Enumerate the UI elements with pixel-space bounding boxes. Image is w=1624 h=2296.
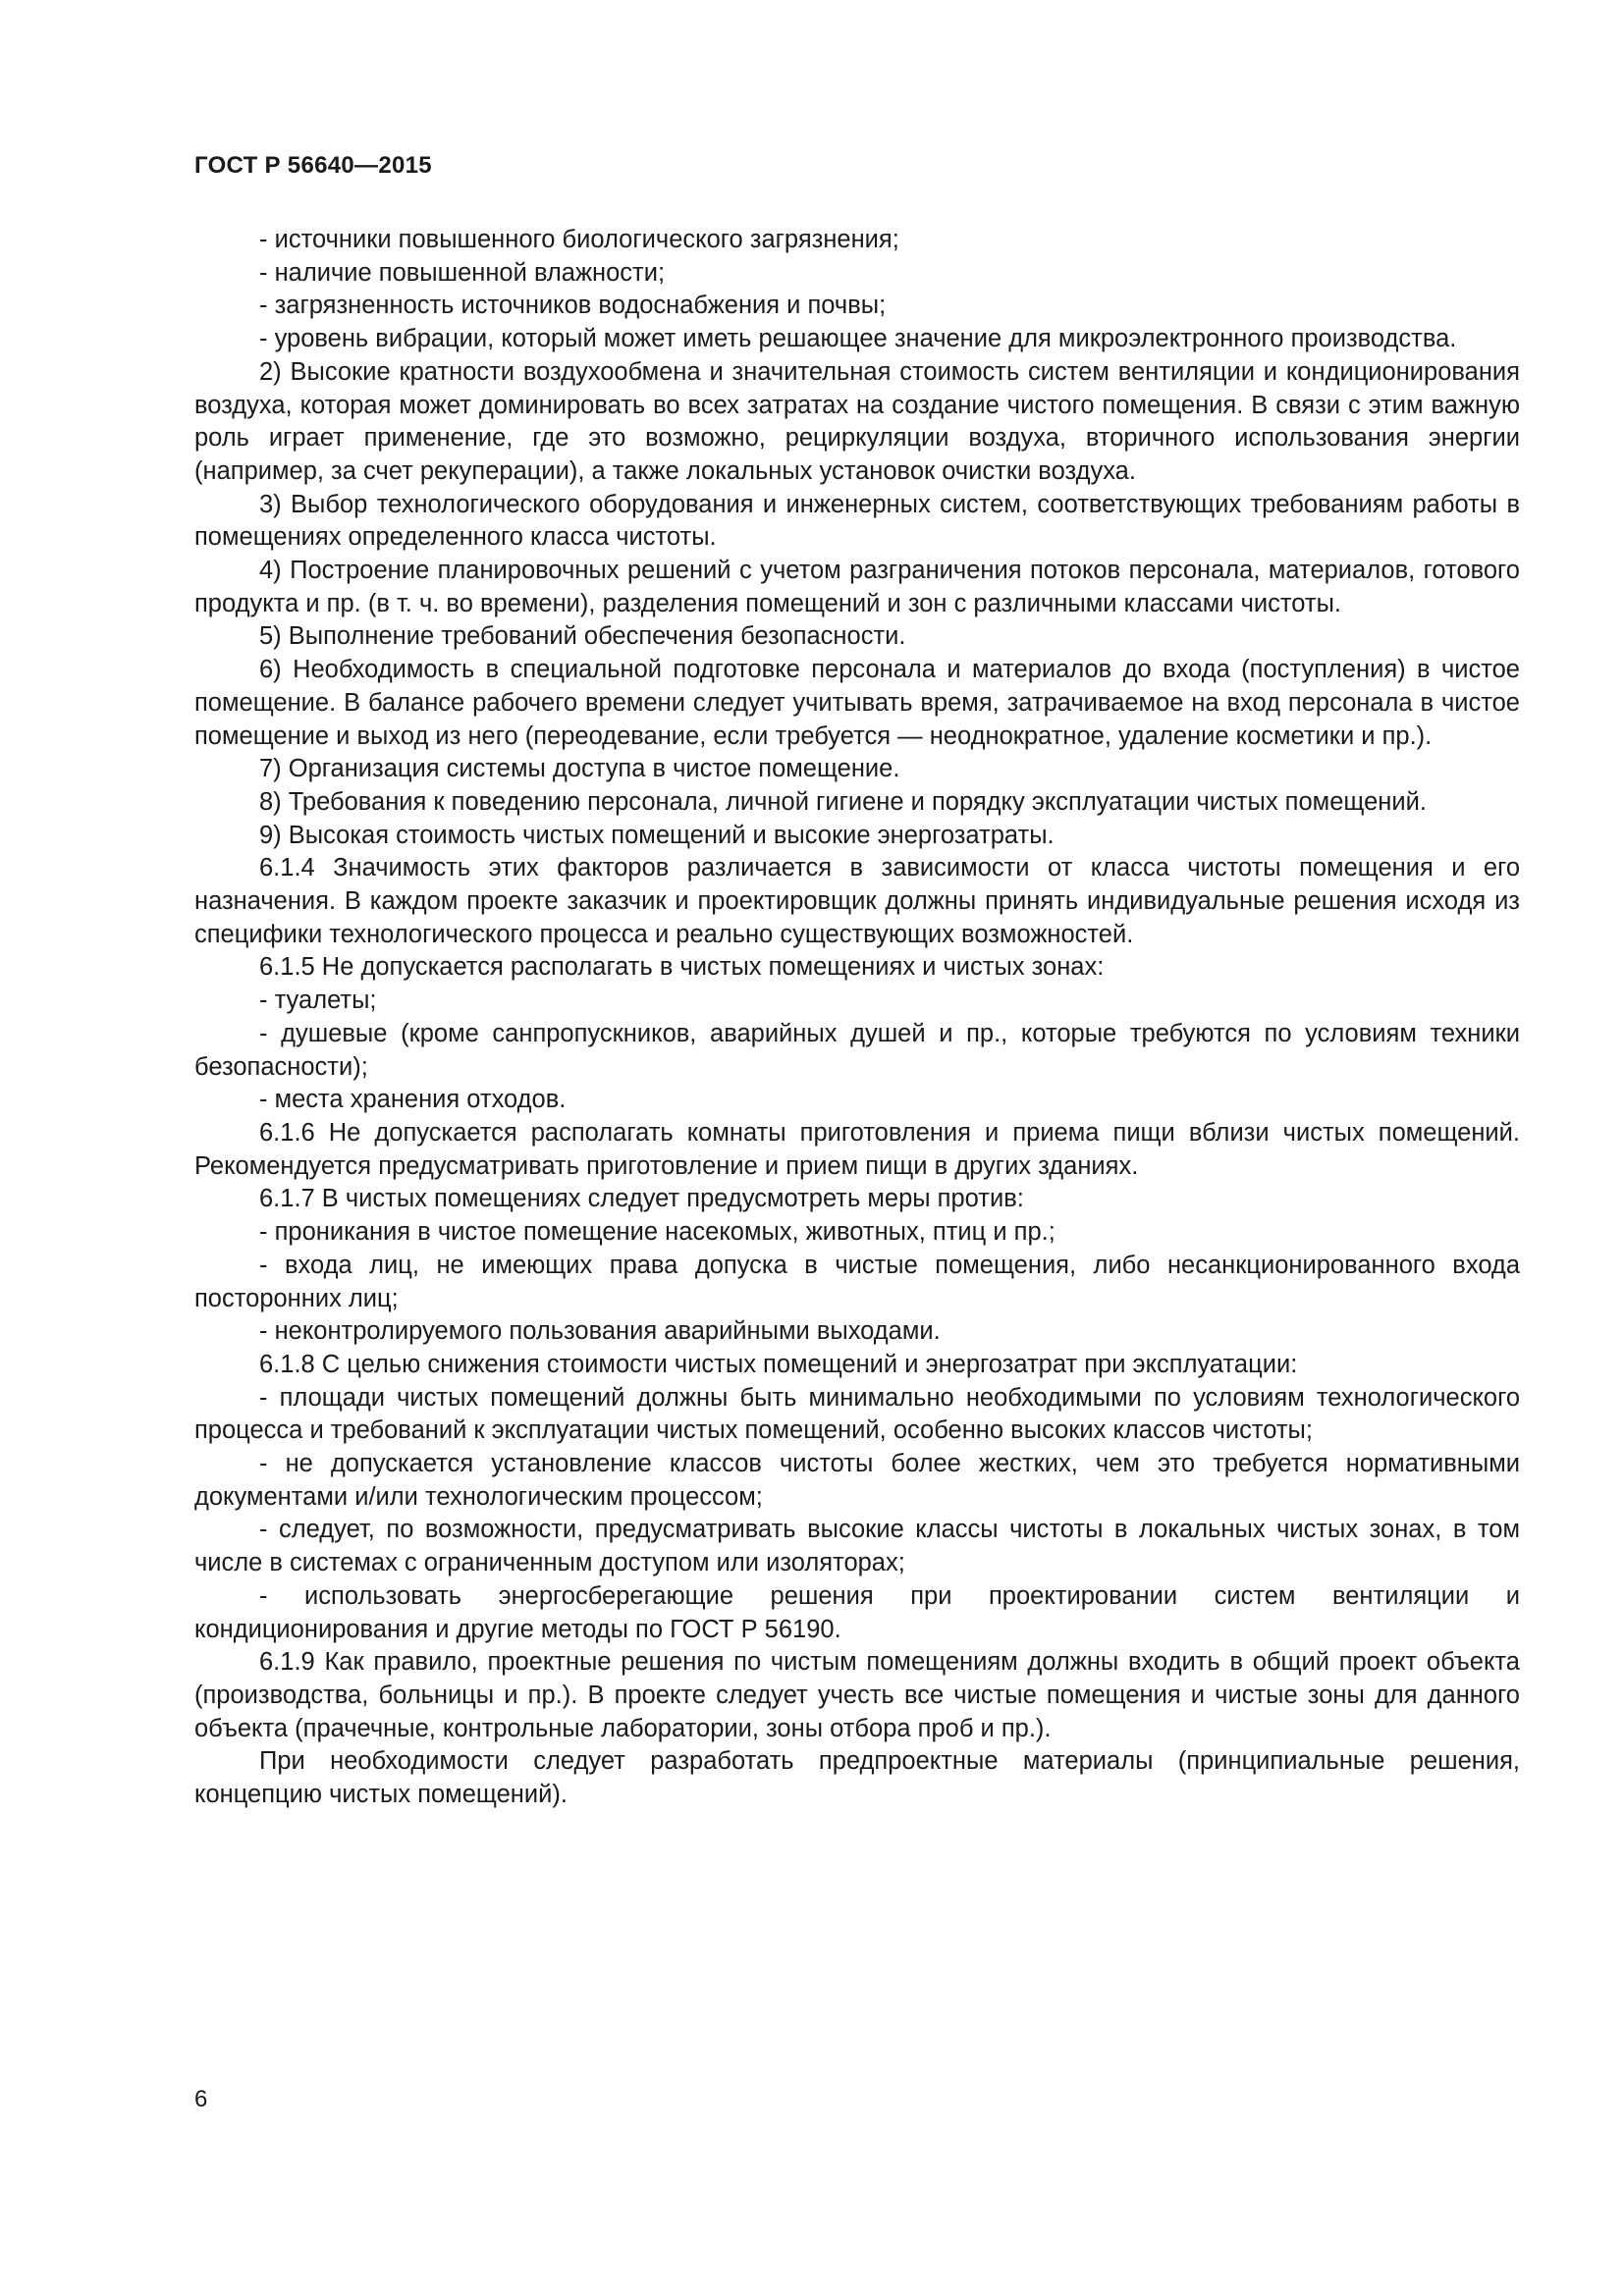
paragraph: - уровень вибрации, который может иметь решающее значение для микроэлектронного производства. <box>259 325 1457 353</box>
paragraph: - наличие повышенной влажности; <box>259 258 666 287</box>
paragraph: - следует, по возможности, предусматривать высокие классы чистоты в локальных чистых зонах, в том числе в системах с ограниченным доступом или изоляторах; <box>194 1516 1520 1577</box>
paragraph: При необходимости следует разработать предпроектные материалы (принципиальные решения, концепцию чистых помещений). <box>194 1747 1520 1809</box>
paragraph: 6) Необходимость в специальной подготовке персонала и материалов до входа (поступления) в чистое помещение. В балансе рабочего времени следует учитывать время, затрачиваемое на вход персонала в чистое помещение и выход из него (переодевание, если требуется — неоднократное, удаление косметики и пр.). <box>194 656 1520 750</box>
document-header: ГОСТ Р 56640—2015 <box>194 152 432 179</box>
paragraph: - использовать энергосберегающие решения при проектировании систем вентиляции и кондиционирования и другие методы по ГОСТ Р 56190. <box>194 1581 1520 1643</box>
paragraph: 8) Требования к поведению персонала, личной гигиене и порядку эксплуатации чистых помещений. <box>259 787 1427 816</box>
paragraph: - неконтролируемого пользования аварийными выходами. <box>259 1317 941 1346</box>
paragraph: 7) Организация системы доступа в чистое помещение. <box>259 755 900 783</box>
paragraph: - источники повышенного биологического загрязнения; <box>259 226 899 253</box>
paragraph: 9) Высокая стоимость чистых помещений и высокие энергозатраты. <box>259 821 1055 849</box>
paragraph: 5) Выполнение требований обеспечения безопасности. <box>259 622 906 651</box>
document-body <box>194 224 1520 1812</box>
paragraph: 3) Выбор технологического оборудования и инженерных систем, соответствующих требованиям работы в помещениях определенного класса чистоты. <box>194 490 1520 552</box>
paragraph: - входа лиц, не имеющих права допуска в чистые помещения, либо несанкционированного входа посторонних лиц; <box>194 1251 1520 1312</box>
paragraph: 6.1.8 С целью снижения стоимости чистых помещений и энергозатрат при эксплуатации: <box>259 1350 1298 1378</box>
paragraph: 6.1.6 Не допускается располагать комнаты приготовления и приема пищи вблизи чистых помещений. Рекомендуется предусматривать приготовление и прием пищи в других зданиях. <box>194 1118 1520 1180</box>
paragraph: - места хранения отходов. <box>259 1086 567 1114</box>
paragraph: 6.1.5 Не допускается располагать в чистых помещениях и чистых зонах: <box>259 953 1105 982</box>
paragraph: 2) Высокие кратности воздухообмена и значительная стоимость систем вентиляции и кондиционирования воздуха, которая может доминировать во всех затратах на создание чистого помещения. В связи с этим важную роль играет применение, где это возможно, рециркуляции воздуха, вторичного использования энергии (например, за счет рекуперации), а также локальных установок очистки воздуха. <box>194 357 1520 485</box>
paragraph: - туалеты; <box>259 987 377 1015</box>
paragraph: - не допускается установление классов чистоты более жестких, чем это требуется нормативными документами и/или технологическим процессом; <box>194 1450 1520 1511</box>
paragraph: - проникания в чистое помещение насекомых, животных, птиц и пр.; <box>259 1218 1056 1247</box>
paragraph: 6.1.9 Как правило, проектные решения по чистым помещениям должны входить в общий проект объекта (производства, больницы и пр.). В проекте следует учесть все чистые помещения и чистые зоны для данного объекта (прачечные, контрольные лаборатории, зоны отбора проб и пр.). <box>194 1648 1520 1742</box>
paragraph: - площади чистых помещений должны быть минимально необходимыми по условиям технологического процесса и требований к эксплуатации чистых помещений, особенно высоких классов чистоты; <box>194 1383 1520 1445</box>
paragraph: - душевые (кроме санпропускников, аварийных душей и пр., которые требуются по условиям техники безопасности); <box>194 1019 1520 1081</box>
paragraph: - загрязненность источников водоснабжения и почвы; <box>259 292 887 320</box>
paragraph: 4) Построение планировочных решений с учетом разграничения потоков персонала, материалов, готового продукта и пр. (в т. ч. во времени), разделения помещений и зон с различными классами чистоты. <box>194 557 1520 617</box>
paragraph: 6.1.4 Значимость этих факторов различается в зависимости от класса чистоты помещения и его назначения. В каждом проекте заказчик и проектировщик должны принять индивидуальные решения исходя из специфики технологического процесса и реально существующих возможностей. <box>194 854 1520 948</box>
page-number: 6 <box>194 2086 208 2112</box>
paragraph: 6.1.7 В чистых помещениях следует предусмотреть меры против: <box>259 1185 1024 1213</box>
